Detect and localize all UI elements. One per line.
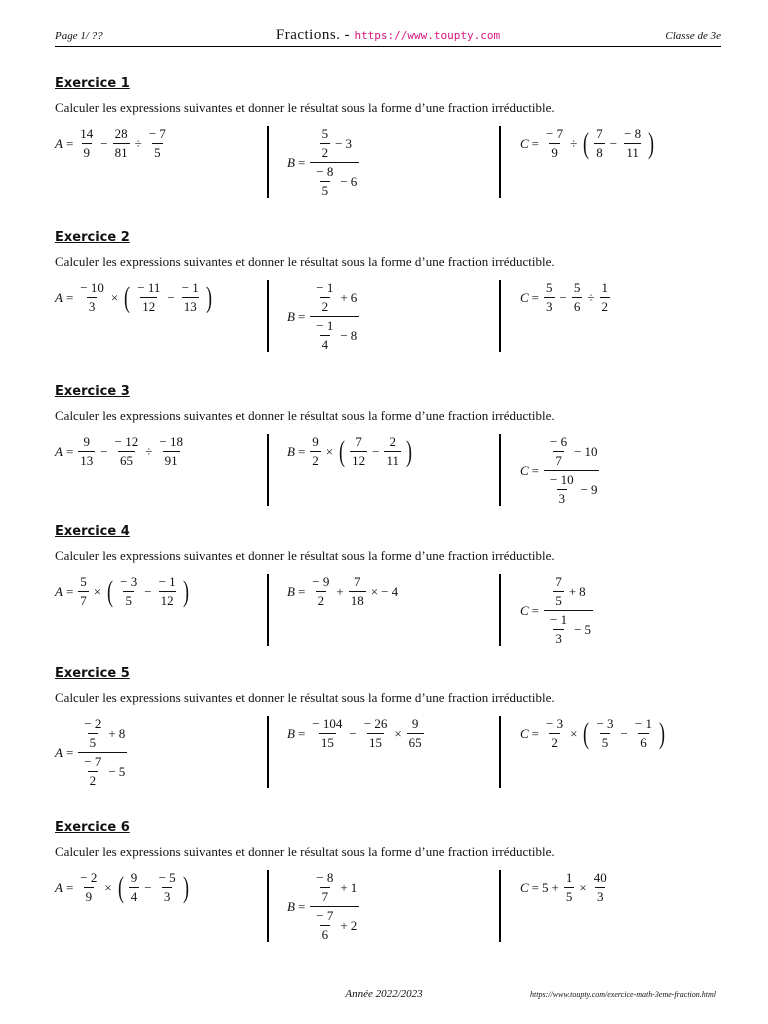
column-divider [267, 434, 269, 506]
exercise-1 [55, 76, 725, 198]
column-divider [499, 870, 501, 942]
document-title [55, 27, 721, 44]
expression-a: A = $\frac{9}{13}$ − $\frac{- 12}{65}$ ÷ $\frac{- 18}{91}$ [55, 434, 183, 468]
exercise-2 [55, 230, 725, 352]
exercise-title: Exercice 6 [55, 820, 130, 835]
expression-c: C = − 6 7 − 10 − 10 3 − 9 [520, 434, 598, 506]
expression-c: C = 7 5 + 8 − 1 3 − 5 [520, 574, 591, 646]
expression-b: B = 5 2 − 3 − 8 5 − 6 [287, 126, 358, 198]
exercise-instruction: Calculer les expressions suivantes et donner le résultat sous la forme d’une fraction irréductible. [55, 844, 555, 859]
expressions-row [55, 574, 725, 646]
expression-b: B = − 8 7 + 1 − 7 6 + 2 [287, 870, 358, 942]
expression-a: A = $\frac{14}{9}$ − $\frac{28}{81}$ ÷ $\frac{- 7}{5}$ [55, 126, 166, 160]
column-divider [267, 126, 269, 198]
page-number: Page 1/ ?? [55, 30, 103, 42]
exercise-title: Exercice 4 [55, 524, 130, 539]
exercise-3 [55, 384, 725, 506]
exercise-instruction: Calculer les expressions suivantes et donner le résultat sous la forme d’une fraction irréductible. [55, 100, 555, 115]
exercise-title: Exercice 2 [55, 230, 130, 245]
column-divider [267, 574, 269, 646]
expression-a: A = $\frac{5}{7}$ × ( − 3 5 − $\frac{- 1}{12}$ ) [55, 574, 189, 608]
expression-c: C = $\frac{- 7}{9}$ ÷ ( 7 8 − $\frac{- 8}{11}$ ) [520, 126, 655, 160]
exercise-title: Exercice 3 [55, 384, 130, 399]
exercise-title: Exercice 1 [55, 76, 130, 91]
column-divider [499, 280, 501, 352]
title-text: Fractions. - [275, 27, 355, 43]
expression-b: B = − 1 2 + 6 − 1 4 − 8 [287, 280, 358, 352]
exercise-instruction: Calculer les expressions suivantes et donner le résultat sous la forme d’une fraction irréductible. [55, 690, 555, 705]
expression-b: B = $\frac{- 104}{15}$ − $\frac{- 26}{15}$ × $\frac{9}{65}$ [287, 716, 422, 750]
column-divider [499, 434, 501, 506]
expression-b: B = $\frac{- 9}{2}$ + $\frac{7}{18}$ × − 4 [287, 574, 399, 608]
exercise-5 [55, 666, 725, 788]
column-divider [499, 126, 501, 198]
column-divider [499, 574, 501, 646]
exercise-instruction: Calculer les expressions suivantes et donner le résultat sous la forme d’une fraction irréductible. [55, 408, 555, 423]
expressions-row [55, 280, 725, 352]
column-divider [267, 280, 269, 352]
expression-c: C = $\frac{5}{3}$ − $\frac{5}{6}$ ÷ $\frac{1}{2}$ [520, 280, 608, 314]
column-divider [267, 870, 269, 942]
expressions-row [55, 716, 725, 788]
expression-c: C = 5 + $\frac{1}{5}$ × $\frac{40}{3}$ [520, 870, 607, 904]
exercise-instruction: Calculer les expressions suivantes et donner le résultat sous la forme d’une fraction irréductible. [55, 254, 555, 269]
expressions-row [55, 434, 725, 506]
column-divider [267, 716, 269, 788]
expression-b: B = $\frac{9}{2}$ × ( 7 12 − $\frac{2}{11}$ ) [287, 434, 413, 468]
column-divider [499, 716, 501, 788]
expression-a: A = − 2 5 + 8 − 7 2 − 5 [55, 716, 126, 788]
exercise-instruction: Calculer les expressions suivantes et donner le résultat sous la forme d’une fraction irréductible. [55, 548, 555, 563]
page-header [55, 24, 721, 47]
expressions-row [55, 126, 725, 198]
expression-a: A = $\frac{- 2}{9}$ × ( 9 4 − $\frac{- 5}{3}$ ) [55, 870, 189, 904]
expressions-row [55, 870, 725, 942]
footer-url[interactable]: https://www.toupty.com/exercice-math-3eme-fraction.html [530, 990, 716, 999]
header-link[interactable]: https://www.toupty.com [354, 29, 501, 42]
expression-c: C = $\frac{- 3}{2}$ × ( − 3 5 − $\frac{- 1}{6}$ ) [520, 716, 665, 750]
exercise-4 [55, 524, 725, 646]
footer-year: Année 2022/2023 [345, 988, 423, 1000]
exercise-title: Exercice 5 [55, 666, 130, 681]
class-label: Classe de 3e [665, 30, 721, 42]
expression-a: A = $\frac{- 10}{3}$ × ( − 11 12 − $\frac{- 1}{13}$ ) [55, 280, 212, 314]
exercise-6 [55, 820, 725, 942]
